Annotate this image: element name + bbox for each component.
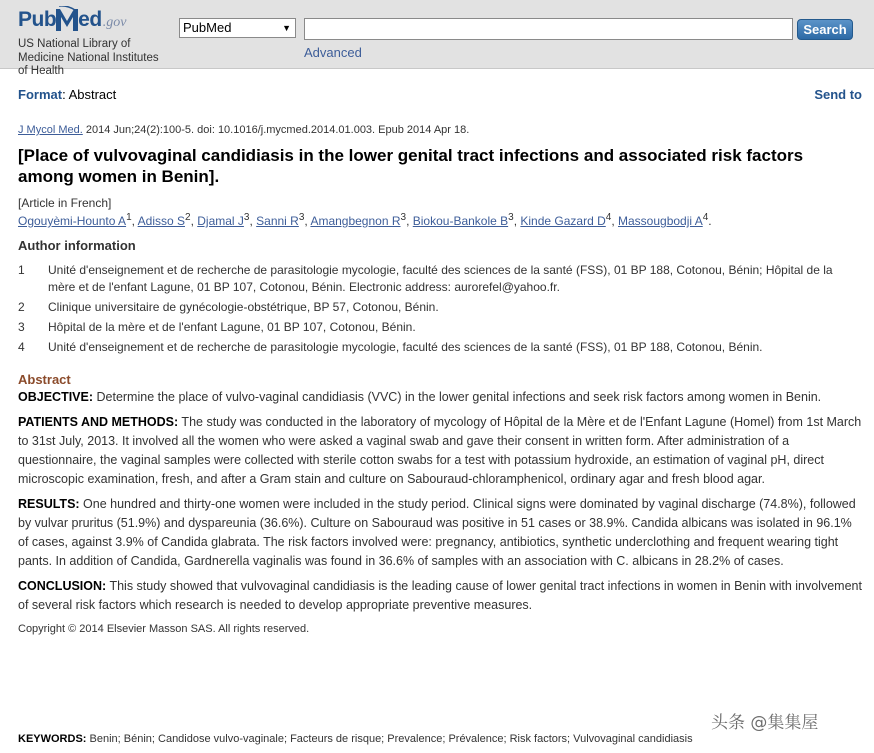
nlm-line: US National Library of: [18, 38, 131, 50]
database-select[interactable]: [179, 18, 296, 38]
abstract-objective: [18, 388, 862, 407]
author-affiliation-number: 3: [508, 212, 514, 223]
author-affiliation-number: 4: [702, 212, 709, 223]
nlm-text[interactable]: [18, 38, 178, 79]
affiliation-text: Unité d'enseignement et de recherche de parasitologie mycologie, faculté des sciences de la santé (FSS), 01 BP 188, Cotonou, Bénin; Hôpital de la mère et de l'enfant Lagune, 01 BP 107, Cotonou, Bénin. Electronic address: aurorefel@yahoo.fr.: [48, 263, 833, 294]
author-link[interactable]: Massougbodji A: [618, 214, 703, 228]
keywords-text: Benin; Bénin; Candidose vulvo-vaginale; Facteurs de risque; Prevalence; Prévalence; Risk factors; Vulvovaginal candidiasis: [86, 733, 693, 745]
author-affiliation-number: 3: [243, 212, 250, 223]
pubmed-logo[interactable]: [18, 6, 126, 36]
affiliation-number: 3: [18, 320, 25, 334]
affiliation-item: [18, 319, 862, 336]
author-link[interactable]: Amangbegnon R: [310, 214, 401, 228]
author-link[interactable]: Djamal J: [197, 214, 244, 228]
section-text: One hundred and thirty-one women were included in the study period. Clinical signs were dominated by vaginal discharge (74.8%), followed by vulvar pruritus (51.9%) and dyspareunia (36.6%). Culture on Sabouraud was positive in 51 cases or 38.9%. Candida albicans was isolated in 96.1% of cases, against 3.9% of Candida glabrata. The risk factors involved were: pregnancy, antibiotics, synthetic underclothing and frequent wearing tight pants. In addition of Candida, Gardnerella vaginalis was found in 36.6% of samples with an association with C. albicans in 28.2% of cases.: [18, 497, 856, 568]
affiliation-number: 2: [18, 300, 25, 314]
copyright-notice: Copyright © 2014 Elsevier Masson SAS. All rights reserved.: [18, 623, 310, 635]
author-affiliation-number: 2: [185, 212, 191, 223]
author-link[interactable]: Biokou-Bankole B: [412, 214, 509, 228]
affiliation-item: [18, 299, 862, 316]
abstract-conclusion: [18, 577, 862, 615]
section-text: This study showed that vulvovaginal candidiasis is the leading cause of lower genital tract infections in women in Benin with involvement of several risk factors which research is needed to develop appropriate preventive measures.: [18, 579, 862, 612]
author-affiliation-number: 1: [126, 212, 132, 223]
author-information-heading[interactable]: Author information: [18, 238, 136, 253]
advanced-link[interactable]: Advanced: [304, 45, 362, 60]
abstract-results: [18, 495, 862, 571]
affiliation-item: [18, 339, 862, 356]
format-row: [18, 87, 862, 103]
watermark-text: 头条 @集集屋: [711, 713, 819, 733]
nlm-line: of Health: [18, 65, 65, 77]
article-title: [Place of vulvovaginal candidiasis in the lower genital tract infections and associated risk factors among women in Benin].: [18, 146, 804, 186]
format-value: : Abstract: [62, 87, 117, 102]
section-label: PATIENTS AND METHODS:: [18, 415, 179, 429]
abstract-heading: Abstract: [18, 372, 71, 387]
affiliation-number: 4: [18, 340, 25, 354]
affiliation-text: Hôpital de la mère et de l'enfant Lagune, 01 BP 107, Cotonou, Bénin.: [48, 320, 416, 334]
author-link[interactable]: Ogouyèmi-Hounto A: [18, 214, 127, 228]
author-link[interactable]: Adisso S: [137, 214, 185, 228]
author-link[interactable]: Sanni R: [256, 214, 299, 228]
format-link[interactable]: Format: [18, 87, 63, 102]
nlm-line: Medicine National Institutes: [18, 51, 159, 64]
logo-med-text: ed: [78, 8, 102, 31]
affiliation-text: Clinique universitaire de gynécologie-obstétrique, BP 57, Cotonou, Bénin.: [48, 300, 439, 314]
author-affiliation-number: 3: [400, 212, 407, 223]
author-affiliation-number: 4: [605, 212, 612, 223]
database-select-value: PubMed: [183, 20, 232, 35]
section-label: OBJECTIVE:: [18, 390, 94, 404]
affiliation-number: 1: [18, 263, 25, 277]
journal-link[interactable]: J Mycol Med.: [18, 124, 83, 136]
article-content: [18, 124, 862, 635]
dropdown-arrow-icon: ▼: [282, 23, 291, 33]
keywords: [18, 733, 693, 745]
abstract-methods: [18, 413, 862, 489]
author-list: Ogouyèmi-Hounto $A^1$, Adisso $S^2$, Djamal $J^3$, Sanni $R^3$, Amangbegnon $R^3$, Biokou-Bankole $B^3$, Kinde Gazard $D^4$, Massougbodji $A^4$.: [18, 212, 712, 228]
logo-gov-text: .gov: [102, 15, 127, 30]
search-button[interactable]: Search: [797, 19, 853, 40]
author-affiliation-number: 3: [298, 212, 305, 223]
section-label: CONCLUSION:: [18, 579, 107, 593]
section-text: Determine the place of vulvo-vaginal candidiasis (VVC) in the lower genital infections and seek risk factors among women in Benin.: [93, 390, 822, 404]
send-to-link[interactable]: Send to: [814, 87, 862, 102]
citation-details: 2014 Jun;24(2):100-5. doi: 10.1016/j.mycmed.2014.01.003. Epub 2014 Apr 18.: [82, 124, 470, 136]
logo-pub-text: Pub: [18, 8, 57, 31]
keywords-label: KEYWORDS:: [18, 733, 87, 745]
search-input[interactable]: [304, 18, 793, 40]
section-text: The study was conducted in the laboratory of mycology of Hôpital de la Mère et de l'Enfant Lagune (Homel) from 1st March to 31st July, 2013. It involved all the women who were asked a vaginal swab and gave their consent in written form. After administration of a questionnaire, the vaginal samples were collected with sterile cotton swabs for a test with potassium hydroxide, an estimation of vaginal pH, direct microscopic examination, fresh, and after a Gram stain and culture on Sabouraud-chloramphenicol, ordinary agar and fresh blood agar.: [18, 415, 862, 486]
affiliation-text: Unité d'enseignement et de recherche de parasitologie mycologie, faculté des sciences de la santé (FSS), 01 BP 188, Cotonou, Bénin.: [48, 340, 763, 354]
citation: [18, 124, 862, 136]
logo-m-icon: [55, 6, 79, 32]
section-label: RESULTS:: [18, 497, 80, 511]
language-note: [Article in French]: [18, 196, 112, 210]
author-link[interactable]: Kinde Gazard D: [520, 214, 606, 228]
affiliations-list: [18, 262, 862, 356]
header: [0, 0, 874, 77]
affiliation-item: [18, 262, 862, 296]
